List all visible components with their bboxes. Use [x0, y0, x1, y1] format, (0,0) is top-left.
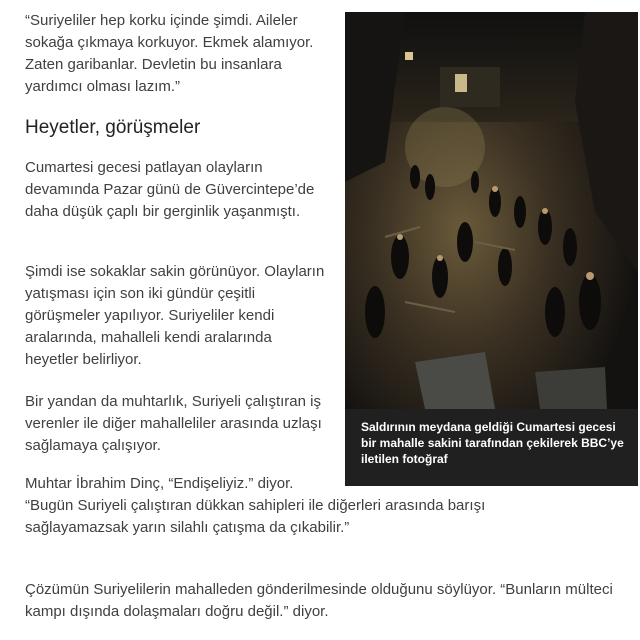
paragraph-4-intro: Muhtar İbrahim Dinç, “Endişeliyiz.” diyor. [25, 475, 294, 492]
paragraph-4-quote: “Bugün Suriyeli çalıştıran dükkan sahipleri ile diğerleri arasında barışı sağlayamazsak yarın silahlı çatışma da çıkabilir.” [25, 497, 486, 536]
news-photo-figure [345, 12, 638, 486]
photo-caption: Saldırının meydana geldiği Cumartesi gecesi bir mahalle sakini tarafından çekilerek BBC’ye iletilen fotoğraf [345, 409, 638, 486]
night-street-photo [345, 12, 638, 409]
section-heading: Heyetler, görüşmeler [25, 117, 201, 138]
paragraph-2: Şimdi ise sokaklar sakin görünüyor. Olayların yatışması için son iki gündür çeşitli görüşmeler yapılıyor. Suriyeliler kendi aralarında, mahalleli kendi aralarında heyetler belirliyor. [25, 263, 325, 368]
paragraph-1: Cumartesi gecesi patlayan olayların devamında Pazar günü de Güvercintepe’de daha düşük çaplı bir gerginlik yaşanmıştı. [25, 159, 315, 220]
paragraph-5: Çözümün Suriyelilerin mahalleden gönderilmesinde olduğunu söylüyor. “Bunların mülteci kampı dışında dolaşmaları doğru değil.” diyor. [25, 581, 613, 620]
quote-paragraph: “Suriyeliler hep korku içinde şimdi. Aileler sokağa çıkmaya korkuyor. Ekmek alamıyor. Zaten garibanlar. Devletin bu insanlara yardımcı olması lazım.” [25, 12, 314, 95]
paragraph-3: Bir yandan da muhtarlık, Suriyeli çalıştıran iş verenler ile diğer mahalleliler arasında uzlaşı sağlamaya çalışıyor. [25, 393, 322, 454]
